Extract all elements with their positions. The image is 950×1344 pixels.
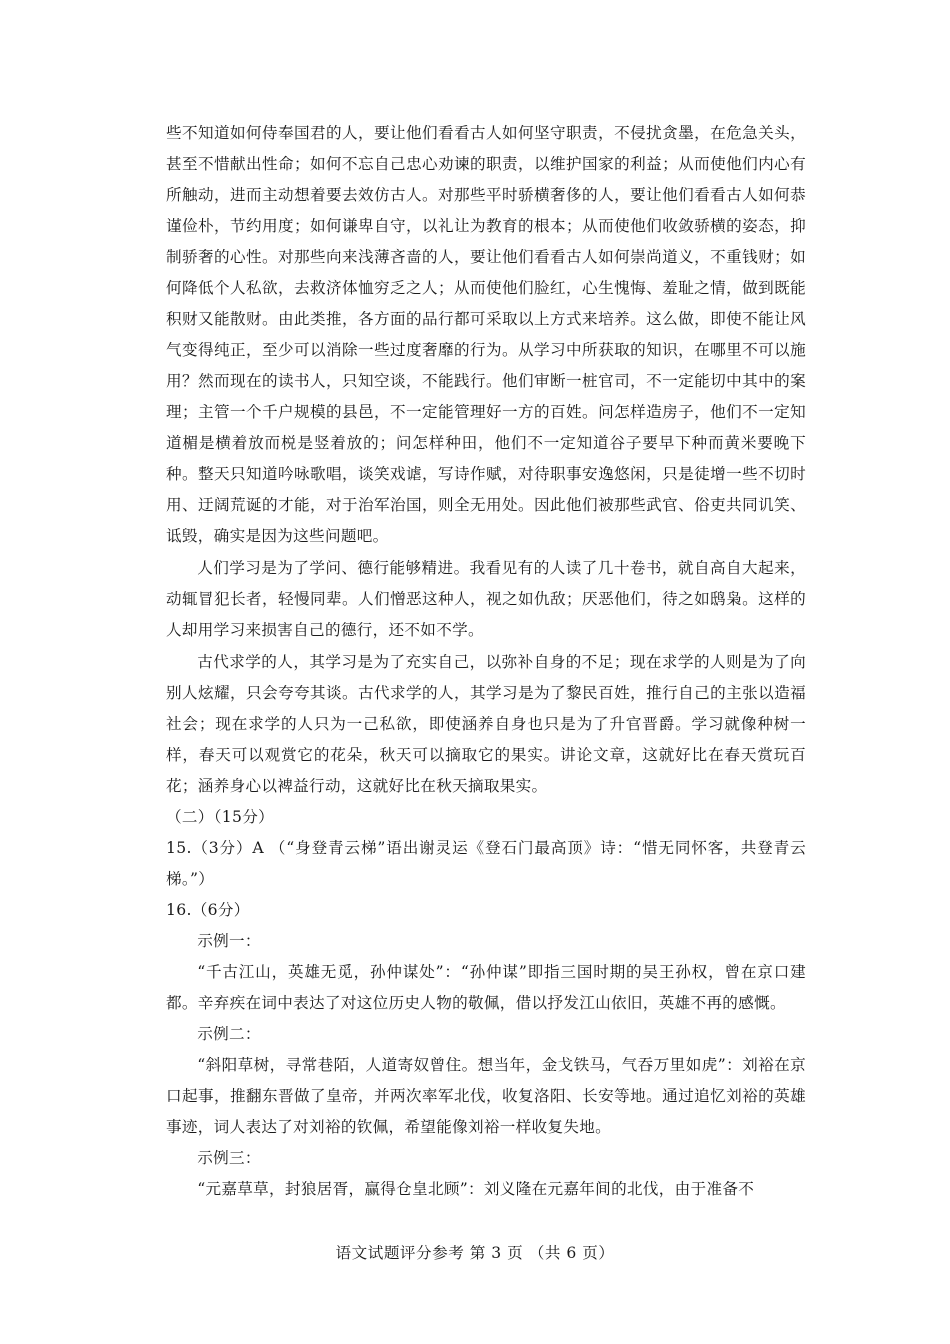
- question-16-heading: 16.（6分）: [166, 901, 250, 919]
- section-2-heading: （二）（15分）: [166, 808, 275, 826]
- question-15-answer: 15.（3分）A （“身登青云梯”语出谢灵运《登石门最高顶》诗：“惜无同怀客，共登青云梯。”）: [166, 839, 806, 888]
- example-2-text: “斜阳草树，寻常巷陌，人道寄奴曾住。想当年，金戈铁马，气吞万里如虎”：刘裕在京口起事，推翻东晋做了皇帝，并两次率军北伐，收复洛阳、长安等地。通过追忆刘裕的英雄事迹，词人表达了对刘裕的钦佩，希望能像刘裕一样收复失地。: [166, 1056, 806, 1136]
- page-content: [166, 118, 806, 1205]
- continued-paragraph: 些不知道如何侍奉国君的人，要让他们看看古人如何坚守职责，不侵扰贪墨，在危急关头，甚至不惜献出性命；如何不忘自己忠心劝谏的职责，以维护国家的利益；从而使他们内心有所触动，进而主动想着要去效仿古人。对那些平时骄横奢侈的人，要让他们看看古人如何恭谨俭朴，节约用度；如何谦卑自守，以礼让为教育的根本；从而使他们收敛骄横的姿态，抑制骄奢的心性。对那些向来浅薄吝啬的人，要让他们看看古人如何崇尚道义，不重钱财；如何降低个人私欲，去救济体恤穷乏之人；从而使他们脸红，心生愧悔、羞耻之情，做到既能积财又能散财。由此类推，各方面的品行都可采取以上方式来培养。这么做，即使不能让风气变得纯正，至少可以消除一些过度奢靡的行为。从学习中所获取的知识，在哪里不可以施用？然而现在的读书人，只知空谈，不能践行。他们审断一桩官司，不一定能切中其中的案理；主管一个千户规模的县邑，不一定能管理好一方的百姓。问怎样造房子，他们不一定知道楣是横着放而棁是竖着放的；问怎样种田，他们不一定知道谷子要早下种而黄米要晚下种。整天只知道吟咏歌唱，谈笑戏谑，写诗作赋，对待职事安逸悠闲，只是徒增一些不切时用、迂阔荒诞的才能，对于治军治国，则全无用处。因此他们被那些武官、俗吏共同讥笑、诋毁，确实是因为这些问题吧。: [166, 124, 806, 545]
- example-1-label: 示例一：: [197, 932, 261, 950]
- example-1-text: “千古江山，英雄无觅，孙仲谋处”：“孙仲谋”即指三国时期的吴王孙权，曾在京口建都。辛弃疾在词中表达了对这位历史人物的敬佩，借以抒发江山依旧，英雄不再的感慨。: [166, 963, 806, 1012]
- page-footer: 语文试题评分参考 第 3 页 （共 6 页）: [335, 1244, 615, 1262]
- example-2-label: 示例二：: [197, 1025, 261, 1043]
- example-3-text: “元嘉草草，封狼居胥，赢得仓皇北顾”：刘义隆在元嘉年间的北伐，由于准备不: [197, 1180, 755, 1198]
- example-3-label: 示例三：: [197, 1149, 261, 1167]
- paragraph-3: 古代求学的人，其学习是为了充实自己，以弥补自身的不足；现在求学的人则是为了向别人炫耀，只会夸夸其谈。古代求学的人，其学习是为了黎民百姓，推行自己的主张以造福社会；现在求学的人只为一己私欲，即使涵养自身也只是为了升官晋爵。学习就像种树一样，春天可以观赏它的花朵，秋天可以摘取它的果实。讲论文章，这就好比在春天赏玩百花；涵养身心以裨益行动，这就好比在秋天摘取果实。: [166, 653, 806, 795]
- paragraph-2: 人们学习是为了学问、德行能够精进。我看见有的人读了几十卷书，就自高自大起来，动辄冒犯长者，轻慢同辈。人们憎恶这种人，视之如仇敌；厌恶他们，待之如鸱枭。这样的人却用学习来损害自己的德行，还不如不学。: [166, 559, 806, 639]
